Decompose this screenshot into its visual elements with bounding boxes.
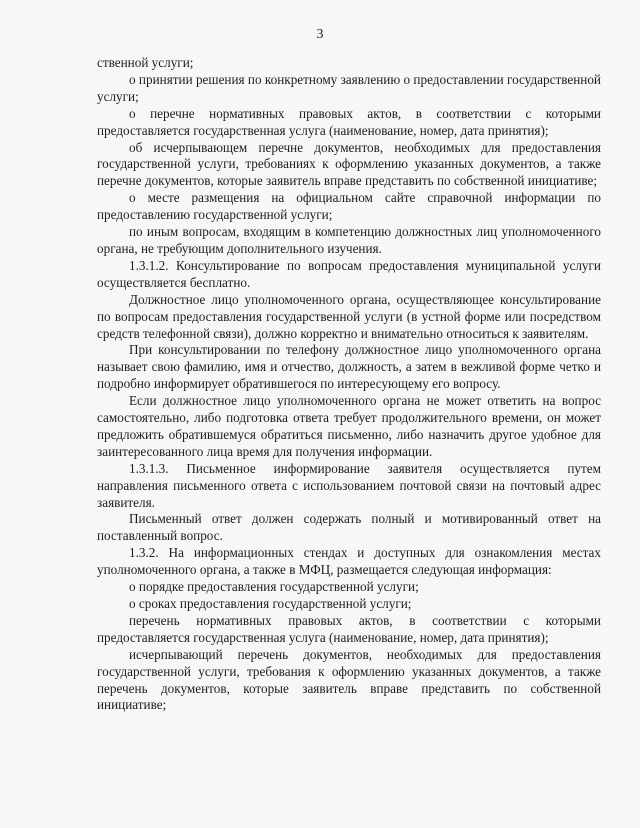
paragraph-continuation: ственной услуги; — [97, 55, 194, 70]
paragraph: перечень нормативных правовых актов, в соответствии с которыми предоставляется государственная услуга (наименование, номер, дата принятия); — [97, 612, 601, 645]
paragraph: 1.3.2. На информационных стендах и доступных для ознакомления местах уполномоченного органа, а также в МФЦ, размещается следующая информация: — [97, 545, 601, 578]
paragraph: Если должностное лицо уполномоченного органа не может ответить на вопрос самостоятельно, либо подготовка ответа требует продолжительного времени, он может предложить обратившемуся обратиться письменно, либо назначить другое удобное для заинтересованного лица время для получения информации. — [97, 393, 601, 459]
paragraph: о перечне нормативных правовых актов, в соответствии с которыми предоставляется государственная услуга (наименование, номер, дата принятия); — [97, 105, 601, 138]
paragraph: по иным вопросам, входящим в компетенцию должностных лиц уполномоченного органа, не требующим дополнительного изучения. — [97, 224, 601, 256]
paragraph: о порядке предоставления государственной услуги; — [129, 579, 419, 595]
paragraph: При консультировании по телефону должностное лицо уполномоченного органа называет свою фамилию, имя и отчество, должность, а затем в вежливой форме четко и подробно информирует обратившегося по интересующему его вопросу. — [97, 342, 601, 392]
paragraph: 1.3.1.3. Письменное информирование заявителя осуществляется путем направления письменного ответа с использованием почтовой связи на почтовый адрес заявителя. — [97, 460, 601, 510]
paragraph: Письменный ответ должен содержать полный и мотивированный ответ на поставленный вопрос. — [97, 511, 601, 544]
paragraph: о принятии решения по конкретному заявлению о предоставлении государственной услуги; — [97, 71, 601, 104]
paragraph: исчерпывающий перечень документов, необходимых для предоставления государственной услуги, требования к оформлению указанных документов, а также перечень документов, которые заявитель вправе представить по собственной инициативе; — [97, 646, 601, 713]
page-number: 3 — [316, 27, 324, 42]
paragraph: об исчерпывающем перечне документов, необходимых для предоставления государственной услуги, требованиях к оформлению указанных документов, а также перечне документов, которые заявитель вправе представить по собственной инициативе; — [97, 139, 601, 189]
paragraph: 1.3.1.2. Консультирование по вопросам предоставления муниципальной услуги осуществляется бесплатно. — [97, 257, 601, 290]
paragraph: о месте размещения на официальном сайте справочной информации по предоставлению государственной услуги; — [97, 190, 601, 223]
page-body — [97, 55, 601, 714]
paragraph: Должностное лицо уполномоченного органа, осуществляющее консультирование по вопросам предоставления государственной услуги (в устной форме или посредством средств телефонной связи), должно корректно и внимательно относиться к заявителям. — [97, 291, 601, 341]
paragraph: о сроках предоставления государственной услуги; — [129, 596, 412, 611]
